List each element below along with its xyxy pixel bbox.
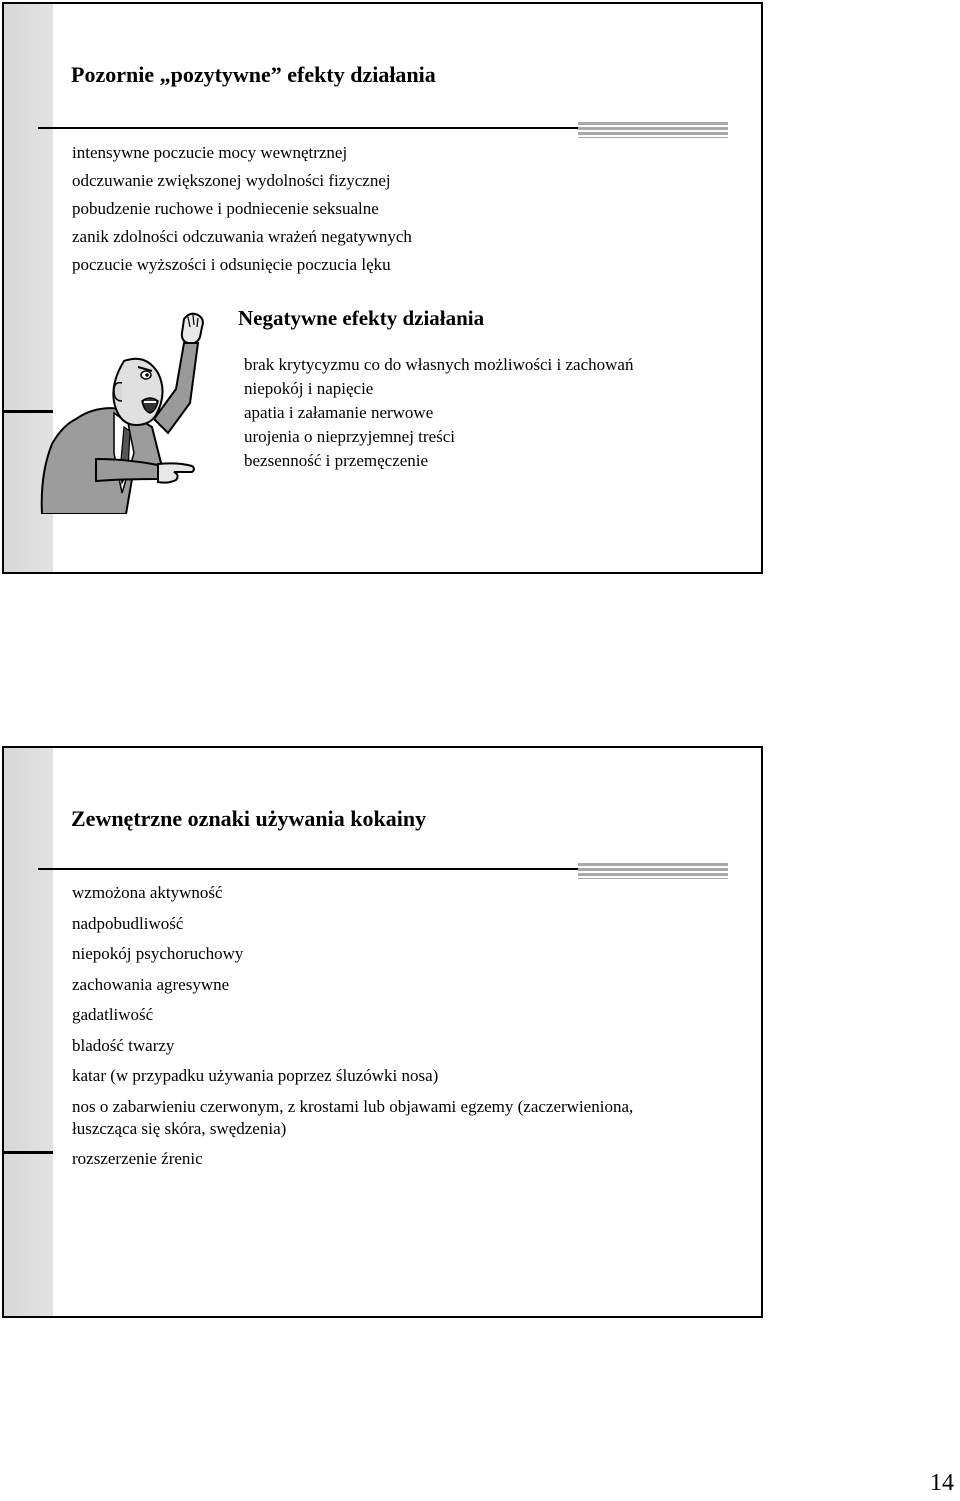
list-item: bezsenność i przemęczenie [244, 451, 429, 470]
positive-effects-list [72, 139, 412, 279]
negative-effects-heading: Negatywne efekty działania [238, 306, 485, 330]
divider-decoration [578, 863, 728, 879]
page-number: 14 [930, 1470, 954, 1496]
list-item: zachowania agresywne [72, 974, 230, 994]
list-item: nadpobudliwość [72, 913, 184, 933]
list-item: katar (w przypadku używania poprzez śluzówki nosa) [72, 1066, 439, 1085]
list-item: intensywne poczucie mocy wewnętrznej [72, 143, 348, 162]
list-item: rozszerzenie źrenic [72, 1148, 203, 1168]
list-item: bladość twarzy [72, 1035, 175, 1055]
list-item: urojenia o nieprzyjemnej treści [244, 427, 455, 446]
divider-decoration [578, 122, 728, 138]
list-item: gadatliwość [72, 1005, 154, 1024]
list-item: poczucie wyższości i odsunięcie poczucia lęku [72, 255, 391, 274]
slide-positive-negative-effects [2, 2, 763, 574]
slide-cocaine-signs [2, 746, 763, 1318]
list-item: zanik zdolności odczuwania wrażeń negatywnych [72, 227, 412, 246]
list-item: nos o zabarwieniu czerwonym, z krostami lub objawami egzemy (zaczerwieniona, łuszcząca się skóra, swędzenia) [72, 1096, 634, 1138]
list-item: niepokój psychoruchowy [72, 944, 244, 963]
list-item: apatia i załamanie nerwowe [244, 403, 434, 422]
list-item: pobudzenie ruchowe i podniecenie seksualne [72, 199, 379, 218]
slide-title: Zewnętrzne oznaki używania kokainy [71, 806, 427, 831]
list-item: wzmożona aktywność [72, 883, 223, 902]
negative-effects-list [244, 353, 633, 473]
angry-man-illustration [36, 309, 221, 514]
sidebar-rule [4, 1151, 53, 1154]
slide-title: Pozornie „pozytywne” efekty działania [71, 62, 436, 87]
slide-sidebar [4, 748, 53, 1316]
list-item: brak krytycyzmu co do własnych możliwości i zachowań [244, 355, 634, 374]
list-item: niepokój i napięcie [244, 379, 374, 398]
list-item: odczuwanie zwiększonej wydolności fizycznej [72, 171, 391, 190]
cocaine-signs-list [72, 878, 692, 1174]
